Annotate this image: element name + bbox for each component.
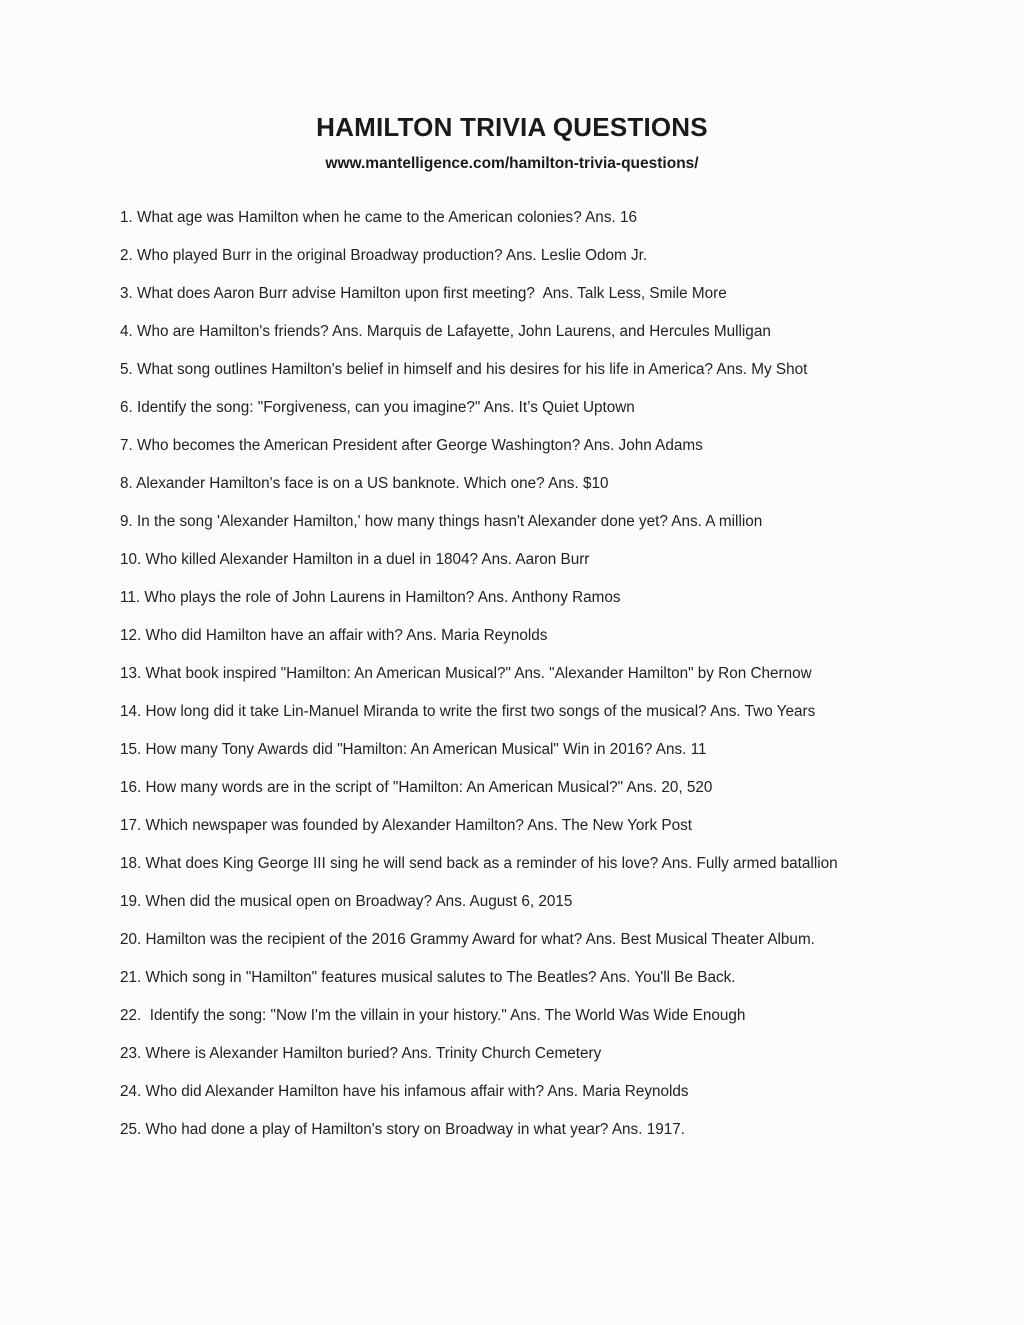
- trivia-question-item: 15. How many Tony Awards did "Hamilton: An American Musical" Win in 2016? Ans. 11: [120, 740, 707, 758]
- trivia-question-list: [0, 174, 1024, 1160]
- trivia-question-item: 11. Who plays the role of John Laurens in Hamilton? Ans. Anthony Ramos: [120, 588, 621, 606]
- trivia-question-item: 6. Identify the song: "Forgiveness, can you imagine?" Ans. It’s Quiet Uptown: [120, 398, 635, 416]
- trivia-question-item: 17. Which newspaper was founded by Alexander Hamilton? Ans. The New York Post: [120, 816, 692, 834]
- trivia-question-item: 18. What does King George III sing he will send back as a reminder of his love? Ans. Fully armed batallion: [120, 854, 838, 872]
- trivia-question-item: 20. Hamilton was the recipient of the 2016 Grammy Award for what? Ans. Best Musical Theater Album.: [120, 930, 815, 948]
- trivia-question-item: 25. Who had done a play of Hamilton's story on Broadway in what year? Ans. 1917.: [120, 1120, 685, 1138]
- trivia-question-item: 22. Identify the song: "Now I'm the villain in your history." Ans. The World Was Wide Enough: [120, 1006, 746, 1024]
- trivia-question-item: 9. In the song 'Alexander Hamilton,' how many things hasn't Alexander done yet? Ans. A million: [120, 512, 763, 530]
- trivia-question-item: 24. Who did Alexander Hamilton have his infamous affair with? Ans. Maria Reynolds: [120, 1082, 689, 1100]
- trivia-question-item: 5. What song outlines Hamilton's belief in himself and his desires for his life in America? Ans. My Shot: [120, 360, 808, 378]
- trivia-question-item: 23. Where is Alexander Hamilton buried? Ans. Trinity Church Cemetery: [120, 1044, 602, 1062]
- trivia-question-item: 21. Which song in "Hamilton" features musical salutes to The Beatles? Ans. You'll Be Back.: [120, 968, 736, 986]
- trivia-question-item: 13. What book inspired "Hamilton: An American Musical?" Ans. "Alexander Hamilton" by Ron Chernow: [120, 664, 812, 682]
- page-title: HAMILTON TRIVIA QUESTIONS: [316, 112, 708, 142]
- trivia-question-item: 16. How many words are in the script of "Hamilton: An American Musical?" Ans. 20, 520: [120, 778, 713, 796]
- trivia-question-item: 7. Who becomes the American President after George Washington? Ans. John Adams: [120, 436, 703, 454]
- trivia-question-item: 10. Who killed Alexander Hamilton in a duel in 1804? Ans. Aaron Burr: [120, 550, 590, 568]
- document-header: [0, 0, 1024, 174]
- trivia-question-item: 1. What age was Hamilton when he came to the American colonies? Ans. 16: [120, 208, 637, 226]
- trivia-question-item: 19. When did the musical open on Broadway? Ans. August 6, 2015: [120, 892, 573, 910]
- trivia-question-item: 14. How long did it take Lin-Manuel Miranda to write the first two songs of the musical? Ans. Two Years: [120, 702, 816, 720]
- trivia-question-item: 2. Who played Burr in the original Broadway production? Ans. Leslie Odom Jr.: [120, 246, 648, 264]
- trivia-question-item: 12. Who did Hamilton have an affair with? Ans. Maria Reynolds: [120, 626, 548, 644]
- trivia-question-item: 3. What does Aaron Burr advise Hamilton upon first meeting? Ans. Talk Less, Smile More: [120, 284, 727, 302]
- trivia-question-item: 4. Who are Hamilton's friends? Ans. Marquis de Lafayette, John Laurens, and Hercules Mulligan: [120, 322, 771, 340]
- trivia-question-item: 8. Alexander Hamilton's face is on a US banknote. Which one? Ans. $10: [120, 474, 609, 492]
- source-url: www.mantelligence.com/hamilton-trivia-questions/: [325, 155, 699, 173]
